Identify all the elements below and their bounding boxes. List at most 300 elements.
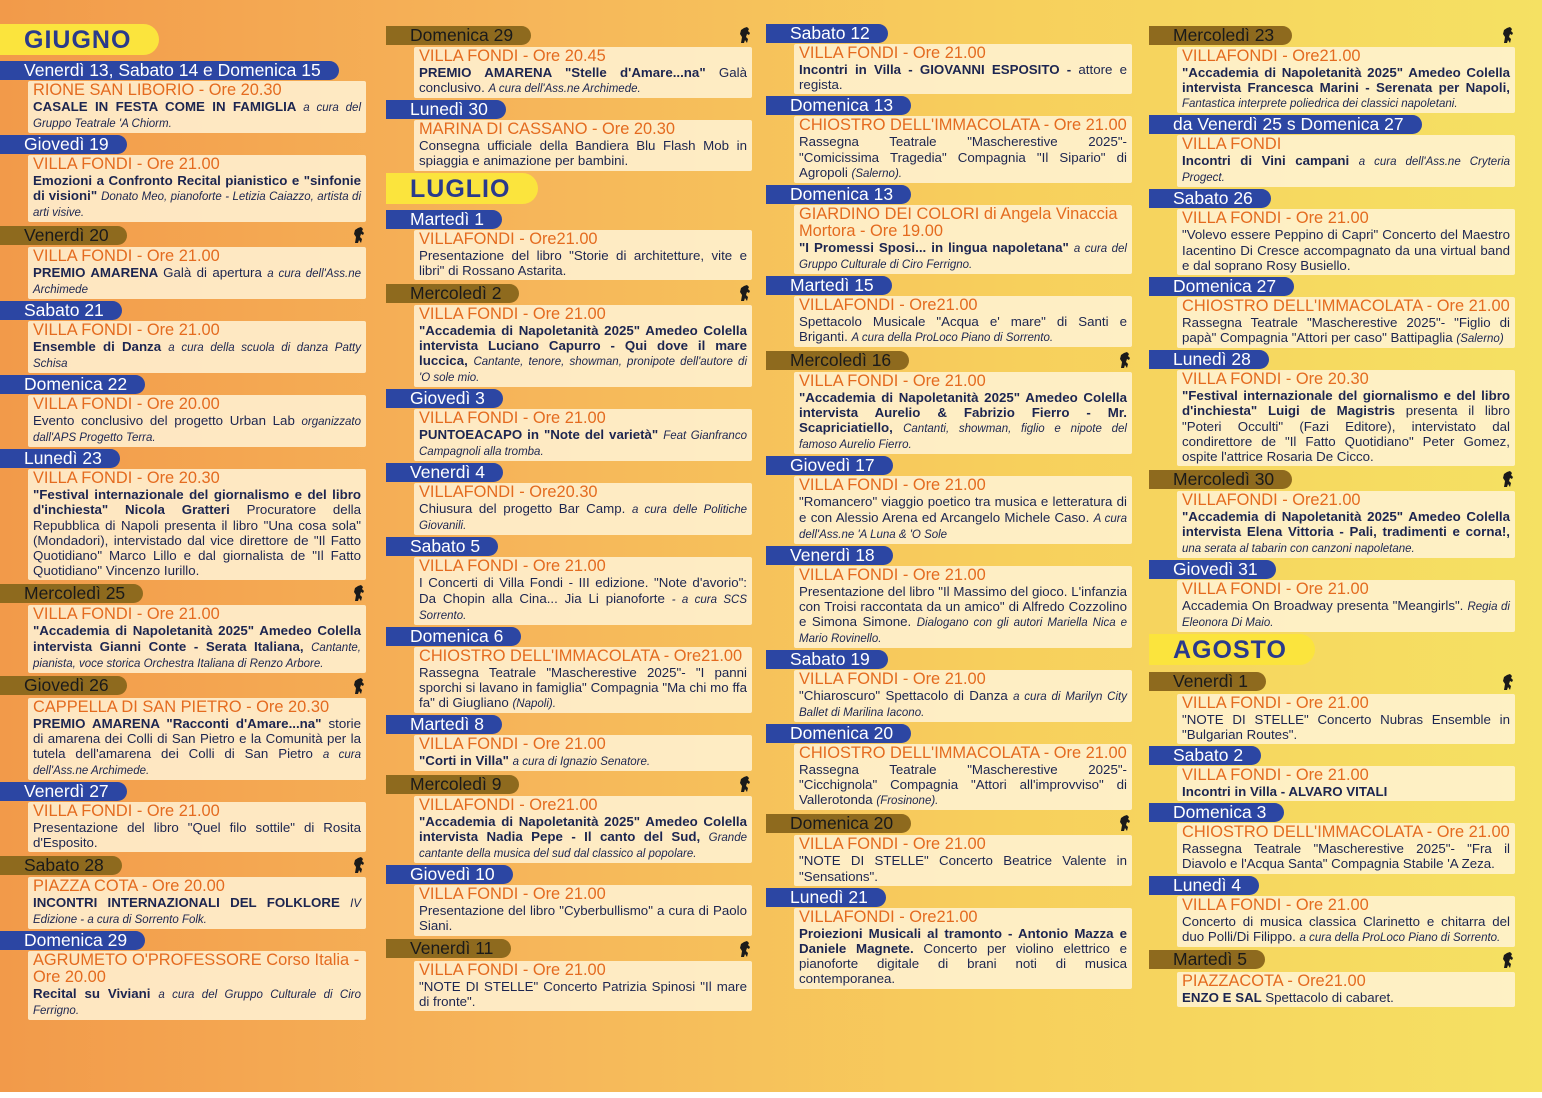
- rampant-horse-icon: [1114, 812, 1136, 834]
- event-description: Spettacolo di cabaret.: [1265, 989, 1394, 1005]
- day-header: [1153, 560, 1531, 579]
- event-note: (Salerno): [1456, 333, 1504, 346]
- event-card: [28, 81, 366, 133]
- day-header: [770, 724, 1148, 743]
- day-header: [390, 463, 768, 482]
- event-body: [799, 314, 1127, 345]
- event-body: [799, 240, 1127, 272]
- event-place: VILLA FONDI - Ore 21.00: [419, 885, 606, 904]
- event-description: Evento conclusivo del progetto Urban Lab: [33, 413, 302, 429]
- event-note: a cura della scuola di danza Patty Schisa: [33, 342, 361, 371]
- event-note: una serata al tabarin con canzoni napoletane.: [1182, 542, 1415, 555]
- day-header: [1153, 115, 1531, 134]
- event-description: "NOTE DI STELLE" Concerto Nubras Ensemble in "Bulgarian Routes".: [1182, 711, 1510, 742]
- event-body: [419, 138, 747, 168]
- event-note: A cura dell'Ass.ne Archimede.: [488, 83, 641, 96]
- event-place: GIARDINO DEI COLORI di Angela Vinaccia Mortora - Ore 19.00: [799, 204, 1118, 240]
- event-body: [1182, 65, 1510, 111]
- event-description: Concerto per violino elettrico e pianoforte digitale di brani noti di musica contemporanea.: [799, 941, 1127, 987]
- event-title: "Festival internazionale del giornalismo e del libro d'inchiesta" Luigi de Magistris: [1182, 388, 1510, 419]
- event-place: VILLAFONDI - Ore21.00: [799, 907, 978, 926]
- day-label: Domenica 29: [386, 26, 531, 45]
- rampant-horse-icon: [734, 24, 756, 46]
- day-label: Venerdì 11: [386, 939, 511, 958]
- event-body: [33, 895, 361, 927]
- event-body: [419, 575, 747, 622]
- event-place: VILLA FONDI - Ore 21.00: [1182, 693, 1369, 712]
- event-body: [33, 413, 361, 445]
- event-place: VILLA FONDI: [1182, 135, 1282, 154]
- event-body: [419, 665, 747, 711]
- day-header: [1153, 671, 1531, 693]
- event-note: Cantante, pianista, voce storica Orchestra Italiana di Renzo Arbore.: [33, 641, 361, 670]
- day-header: [390, 865, 768, 884]
- event-description: "Chiaroscuro" Spettacolo di Danza: [799, 688, 1014, 704]
- day-header: [390, 210, 768, 229]
- day-label: Sabato 21: [0, 301, 122, 320]
- event-body: [33, 173, 361, 220]
- event-body: [33, 716, 361, 778]
- day-header: [390, 715, 768, 734]
- event-description: Presentazione del libro "Cyberbullismo" a cura di Paolo Siani.: [419, 903, 747, 934]
- event-card: [414, 735, 752, 771]
- event-place: VILLA FONDI - Ore 21.00: [799, 565, 986, 584]
- event-card: [1177, 972, 1515, 1007]
- event-place: VILLAFONDI - Ore20.30: [419, 483, 598, 502]
- event-description: Galà conclusivo.: [419, 65, 747, 96]
- event-title: INCONTRI INTERNAZIONALI DEL FOLKLORE: [33, 895, 351, 911]
- event-place: CHIOSTRO DELL'IMMACOLATA - Ore 21.00: [1182, 297, 1510, 316]
- event-place: VILLA FONDI - Ore 21.00: [799, 670, 986, 689]
- event-description: Presentazione del libro "Storie di architetture, vite e libri" di Rossano Astarita.: [419, 247, 747, 278]
- event-note: (Salerno).: [851, 167, 902, 180]
- event-card: [1177, 823, 1515, 873]
- event-card: [28, 802, 366, 852]
- bottom-strip: [0, 1092, 1542, 1098]
- event-note: a cura di Ignazio Senatore.: [512, 756, 651, 769]
- day-header: [390, 938, 768, 960]
- event-note: IV Edizione - a cura di Sorrento Folk.: [33, 898, 361, 927]
- event-place: CHIOSTRO DELL'IMMACOLATA - Ore21.00: [419, 646, 743, 665]
- event-place: VILLA FONDI - Ore 20.30: [33, 469, 220, 488]
- event-body: [799, 134, 1127, 180]
- event-note: a cura dell'Ass.ne Cryteria Progect.: [1182, 156, 1510, 185]
- event-card: [28, 951, 366, 1020]
- day-header: [390, 389, 768, 408]
- event-card: [414, 305, 752, 387]
- event-body: [419, 248, 747, 278]
- day-header: [390, 627, 768, 646]
- event-description: Procuratore della Repubblica di Napoli presenta il libro "Una cosa sola" (Mondadori), intervistado dal vice direttore de "Il Fatto Quotidiano" Marco Lillo e dal giornalista de "Il Fatto Quotidiano" Vincenzo Iurillo.: [33, 502, 362, 579]
- event-title: PREMIO AMARENA: [33, 265, 164, 281]
- event-body: [33, 820, 361, 850]
- event-note: Grande cantante della musica del sud dal classico al popolare.: [419, 832, 747, 861]
- event-title: "Accademia di Napoletanità 2025" Amedeo Colella intervista Gianni Conte - Serata Italiana,: [33, 623, 361, 654]
- event-card: [794, 205, 1132, 274]
- event-place: VILLA FONDI - Ore 20.30: [1182, 370, 1369, 389]
- event-card: [794, 116, 1132, 182]
- event-body: [33, 986, 361, 1018]
- day-label: Sabato 28: [0, 856, 122, 875]
- event-body: [799, 762, 1127, 808]
- event-place: VILLAFONDI - Ore21.00: [419, 229, 598, 248]
- event-place: CHIOSTRO DELL'IMMACOLATA - Ore 21.00: [799, 744, 1127, 763]
- event-title: Ensemble di Danza: [33, 339, 169, 355]
- event-place: VILLA FONDI - Ore 21.00: [33, 155, 220, 173]
- event-card: [1177, 580, 1515, 632]
- event-body: [799, 390, 1127, 452]
- day-label: Domenica 29: [0, 931, 145, 950]
- day-header: [770, 349, 1148, 371]
- day-header: [1153, 949, 1531, 971]
- month-heading: GIUGNO: [0, 24, 159, 55]
- rampant-horse-icon: [348, 224, 370, 246]
- day-header: [1153, 350, 1531, 369]
- event-card: [794, 744, 1132, 810]
- event-place: CHIOSTRO DELL'IMMACOLATA - Ore 21.00: [1182, 823, 1510, 842]
- event-body: [799, 688, 1127, 720]
- rampant-horse-icon: [1497, 468, 1519, 490]
- event-note: a cura dell'Ass.ne Archimede.: [33, 749, 361, 778]
- day-label: Venerdì 4: [386, 463, 503, 482]
- event-note: - a cura SCS Sorrento.: [419, 593, 747, 622]
- event-place: VILLA FONDI - Ore 21.00: [799, 835, 986, 854]
- rampant-horse-icon: [734, 773, 756, 795]
- event-description: presenta il libro "Poteri Occulti" (Fazi Editore), intervistato dal condirettore de "Il Fatto Quotidiano" Peter Gomez, ospite l'attrice Rosaria De Cicco.: [1182, 403, 1511, 465]
- event-title: Incontri di Vini campani: [1182, 153, 1359, 169]
- event-card: [28, 877, 366, 929]
- day-label: Domenica 3: [1149, 803, 1284, 822]
- rampant-horse-icon: [348, 582, 370, 604]
- event-card: [414, 796, 752, 863]
- day-header: [770, 546, 1148, 565]
- event-description: Presentazione del libro "Il Massimo del gioco. L'infanzia con Troisi raccontata da un amico" di Alfredo Cozzolino e Simona Simone.: [799, 583, 1127, 630]
- event-description: Spettacolo Musicale "Acqua e' mare" di Santi e Briganti.: [799, 313, 1127, 345]
- event-body: [1182, 990, 1510, 1005]
- event-title: "Accademia di Napoletanità 2025" Amedeo Colella intervista Elena Vittoria - Pali, tradimenti e corna!,: [1182, 509, 1510, 540]
- event-body: [33, 265, 361, 297]
- event-card: [1177, 370, 1515, 466]
- event-title: PREMIO AMARENA "Stelle d'Amare...na": [419, 65, 719, 80]
- day-label: Giovedì 26: [0, 676, 127, 695]
- event-title: "Festival internazionale del giornalismo e del libro d'inchiesta" Nicola Gratteri: [33, 487, 361, 518]
- event-title: "I Promessi Sposi... in lingua napoletana": [799, 239, 1074, 255]
- event-description: Galà di apertura: [163, 265, 268, 281]
- day-label: Domenica 6: [386, 627, 521, 646]
- event-place: VILLA FONDI - Ore 21.00: [419, 305, 606, 324]
- event-card: [794, 44, 1132, 94]
- day-label: Lunedì 28: [1149, 350, 1269, 369]
- event-title: Recital su Viviani: [33, 986, 159, 1002]
- day-label: Domenica 13: [766, 185, 911, 204]
- event-description: Rassegna Teatrale "Mascherestive 2025"- "Comicissima Tragedia" Compagnia "Il Sipario" di Agropoli: [799, 134, 1127, 180]
- event-body: [419, 501, 747, 533]
- event-description: Rassegna Teatrale "Mascherestive 2025"- "Fra il Diavolo e l'Acqua Santa" Compagnia Stabile 'A Zeza.: [1182, 841, 1510, 872]
- event-place: VILLAFONDI - Ore21.00: [1182, 491, 1361, 510]
- event-note: Cantante, tenore, showman, pronipote dell'autore di 'O sole mio.: [419, 356, 748, 385]
- event-note: Fantastica interprete poliedrica dei classici napoletani.: [1182, 98, 1458, 111]
- day-header: [770, 24, 1148, 43]
- event-place: VILLA FONDI - Ore 21.00: [799, 372, 986, 391]
- event-description: Concerto di musica classica Clarinetto e chitarra del duo Polli/Di Filippo.: [1182, 913, 1510, 944]
- event-description: storie di amarena dei Colli di San Pietro e la Comunità per la tutela dell'amarena dei Colli di San Pietro: [33, 715, 361, 762]
- event-description: Rassegna Teatrale "Mascherestive 2025"- "Figlio di papà" Compagnia "Attori per caso" Battipaglia: [1182, 315, 1510, 346]
- event-place: VILLA FONDI - Ore 20.45: [419, 47, 606, 65]
- day-label: Lunedì 30: [386, 100, 506, 119]
- event-body: [1182, 227, 1510, 273]
- day-header: [1153, 468, 1531, 490]
- day-label: Lunedì 4: [1149, 876, 1259, 895]
- day-label: Lunedì 21: [766, 888, 886, 907]
- event-title: PUNTOEACAPO in "Note del varietà": [419, 427, 664, 443]
- day-label: Mercoledì 2: [386, 284, 519, 303]
- event-description: "NOTE DI STELLE" Concerto Patrizia Spinosi "Il mare di fronte".: [419, 978, 747, 1009]
- event-note: (Napoli).: [512, 698, 556, 711]
- event-body: [419, 979, 747, 1009]
- event-card: [794, 566, 1132, 648]
- event-place: VILLA FONDI - Ore 21.00: [1182, 579, 1369, 598]
- day-label: Domenica 20: [766, 814, 911, 833]
- event-place: VILLA FONDI - Ore 21.00: [33, 802, 220, 821]
- day-header: [4, 224, 382, 246]
- rampant-horse-icon: [734, 282, 756, 304]
- event-title: Emozioni a Confronto Recital pianistico e "sinfonie di visioni": [33, 173, 361, 204]
- day-label: Mercoledì 25: [0, 584, 143, 603]
- day-label: Martedì 5: [1149, 950, 1265, 969]
- day-label: Domenica 13: [766, 96, 911, 115]
- event-note: (Frosinone).: [876, 795, 939, 808]
- event-card: [794, 670, 1132, 722]
- event-body: [1182, 712, 1510, 742]
- event-title: "Accademia di Napoletanità 2025" Amedeo Colella intervista Nadia Pepe - Il canto del Sud,: [419, 814, 747, 845]
- rampant-horse-icon: [1497, 671, 1519, 693]
- day-label: Giovedì 17: [766, 456, 893, 475]
- event-body: [1182, 914, 1510, 945]
- event-place: VILLA FONDI - Ore 21.00: [419, 960, 606, 979]
- day-header: [4, 854, 382, 876]
- column-2: [390, 22, 768, 1011]
- day-label: Martedì 15: [766, 276, 892, 295]
- day-header: [4, 301, 382, 320]
- event-card: [1177, 766, 1515, 801]
- event-body: [1182, 315, 1510, 346]
- day-header: [770, 456, 1148, 475]
- day-label: Giovedì 10: [386, 865, 513, 884]
- day-header: [390, 537, 768, 556]
- event-note: a cura di Marilyn City Ballet di Marilina Iacono.: [799, 691, 1127, 720]
- event-note: a cura del Gruppo Culturale di Ciro Ferrigno.: [799, 242, 1127, 271]
- day-header: [1153, 746, 1531, 765]
- event-description: Chiusura del progetto Bar Camp.: [419, 501, 632, 517]
- day-label: Sabato 26: [1149, 189, 1271, 208]
- event-body: [799, 62, 1127, 92]
- event-body: [33, 99, 361, 131]
- event-body: [419, 65, 747, 96]
- day-header: [770, 650, 1148, 669]
- event-body: [419, 323, 747, 385]
- event-description: Presentazione del libro "Quel filo sottile" di Rosita d'Esposito.: [33, 820, 361, 851]
- event-description: I Concerti di Villa Fondi - III edizione. "Note d'avorio": Da Chopin alla Cina... Jia Li pianoforte: [419, 575, 747, 606]
- event-body: [1182, 784, 1510, 799]
- day-label: Mercoledì 30: [1149, 470, 1292, 489]
- event-body: [419, 814, 747, 861]
- day-header: [390, 773, 768, 795]
- event-body: [1182, 841, 1510, 871]
- event-card: [1177, 491, 1515, 557]
- event-card: [414, 557, 752, 624]
- event-place: VILLA FONDI - Ore 21.00: [419, 735, 606, 754]
- day-label: Giovedì 19: [0, 135, 127, 154]
- event-description: "Volevo essere Peppino di Capri" Concerto del Maestro Iacentino Di Cresce accompagnato da una virtual band e dal soprano Rosy Busiello.: [1182, 227, 1510, 273]
- event-description: Accademia On Broadway presenta "Meangirls".: [1182, 597, 1468, 613]
- rampant-horse-icon: [348, 854, 370, 876]
- event-card: [28, 395, 366, 447]
- day-header: [4, 135, 382, 154]
- event-card: [28, 247, 366, 299]
- event-title: "Corti in Villa": [419, 753, 513, 769]
- event-place: VILLA FONDI - Ore 21.00: [1182, 895, 1369, 914]
- event-body: [1182, 153, 1510, 185]
- event-body: [419, 753, 747, 769]
- day-header: [390, 24, 768, 46]
- event-description: "NOTE DI STELLE" Concerto Beatrice Valente in "Sensations".: [799, 853, 1127, 884]
- event-note: a cura del Gruppo Culturale di Ciro Ferrigno.: [33, 989, 361, 1018]
- day-label: Domenica 20: [766, 724, 911, 743]
- event-card: [414, 885, 752, 935]
- event-card: [28, 155, 366, 222]
- event-card: [414, 409, 752, 461]
- day-header: [770, 96, 1148, 115]
- event-card: [414, 961, 752, 1011]
- event-card: [794, 372, 1132, 454]
- event-description: Rassegna Teatrale "Mascherestive 2025"- "I panni sporchi si lavano in famiglia" Compagnia "Ma chi mo ffa fa" di Giugliano: [419, 664, 747, 711]
- day-header: [1153, 24, 1531, 46]
- event-note: Feat Gianfranco Campagnoli alla tromba.: [419, 430, 747, 459]
- event-body: [799, 584, 1127, 646]
- event-title: CASALE IN FESTA COME IN FAMIGLIA: [33, 99, 304, 114]
- event-note: a cura delle Politiche Giovanili.: [419, 504, 747, 533]
- event-card: [414, 47, 752, 98]
- event-note: a cura della ProLoco Piano di Sorrento.: [1299, 931, 1501, 944]
- event-body: [33, 487, 361, 578]
- day-header: [1153, 803, 1531, 822]
- rampant-horse-icon: [1497, 24, 1519, 46]
- event-place: VILLA FONDI - Ore 21.00: [33, 605, 220, 624]
- day-label: Mercoledì 9: [386, 775, 519, 794]
- event-note: Dialogano con gli autori Mariella Nica e Mario Rovinello.: [799, 617, 1127, 646]
- day-header: [1153, 876, 1531, 895]
- event-title: "Accademia di Napoletanità 2025" Amedeo Colella intervista Francesca Marini - Serenata per Napoli,: [1182, 65, 1510, 96]
- event-body: [419, 903, 747, 933]
- event-title: "Accademia di Napoletanità 2025" Amedeo Colella intervista Aurelio & Fabrizio Fierro - Mr. Scapriciatiello,: [799, 390, 1127, 436]
- event-title: "Accademia di Napoletanità 2025" Amedeo Colella intervista Luciano Capurro - Qui dove il mare luccica,: [419, 323, 747, 369]
- event-card: [414, 230, 752, 280]
- day-header: [390, 100, 768, 119]
- event-description: "Romancero" viaggio poetico tra musica e letteratura di e con Alessio Arena ed Arcangelo Michele Caso.: [799, 494, 1127, 525]
- event-description: Rassegna Teatrale "Mascherestive 2025"- "Cicchignola" Compagnia "Attori all'improvviso" di Vallerotonda: [799, 762, 1127, 808]
- event-card: [1177, 297, 1515, 348]
- event-body: [33, 623, 361, 670]
- day-header: [390, 282, 768, 304]
- event-place: RIONE SAN LIBORIO - Ore 20.30: [33, 81, 282, 99]
- day-label: Sabato 12: [766, 24, 888, 43]
- day-label: Sabato 2: [1149, 746, 1261, 765]
- event-card: [414, 120, 752, 170]
- event-place: MARINA DI CASSANO - Ore 20.30: [419, 120, 675, 139]
- day-header: [770, 185, 1148, 204]
- day-header: [770, 888, 1148, 907]
- event-place: VILLA FONDI - Ore 21.00: [799, 44, 986, 62]
- event-note: a cura dell'Ass.ne Archimede: [33, 268, 361, 297]
- day-label: Sabato 5: [386, 537, 498, 556]
- event-note: a cura del Gruppo Teatrale 'A Chiorm.: [33, 102, 361, 130]
- day-header: [770, 812, 1148, 834]
- day-label: Venerdì 18: [766, 546, 893, 565]
- event-body: [419, 427, 747, 459]
- event-body: [1182, 598, 1510, 630]
- event-title: Proiezioni Musicali al tramonto - Antonio Mazza e Daniele Magnete.: [799, 925, 1127, 957]
- day-label: Venerdì 27: [0, 782, 127, 801]
- event-place: VILLA FONDI - Ore 21.00: [419, 409, 606, 428]
- day-header: [4, 449, 382, 468]
- event-card: [414, 647, 752, 713]
- event-note: organizzato dall'APS Progetto Terra.: [33, 416, 361, 445]
- event-body: [799, 853, 1127, 883]
- event-card: [1177, 209, 1515, 275]
- event-body: [1182, 388, 1510, 464]
- event-title: Incontri in Villa - ALVARO VITALI: [1182, 784, 1388, 800]
- event-card: [28, 469, 366, 580]
- day-header: [4, 582, 382, 604]
- day-header: [4, 61, 382, 80]
- rampant-horse-icon: [348, 675, 370, 697]
- event-title: Incontri in Villa - GIOVANNI ESPOSITO -: [799, 62, 1079, 77]
- event-card: [794, 908, 1132, 989]
- event-place: VILLA FONDI - Ore 21.00: [799, 476, 986, 495]
- day-label: Sabato 19: [766, 650, 888, 669]
- day-label: Domenica 27: [1149, 277, 1294, 296]
- column-4: [1153, 22, 1531, 1007]
- month-heading: LUGLIO: [386, 173, 538, 204]
- event-body: [799, 494, 1127, 541]
- event-note: Donato Meo, pianoforte - Letizia Caiazzo, artista di arti visive.: [33, 191, 361, 220]
- month-heading: AGOSTO: [1149, 634, 1315, 665]
- day-label: Venerdì 13, Sabato 14 e Domenica 15: [0, 61, 339, 80]
- event-card: [414, 483, 752, 535]
- event-title: PREMIO AMARENA "Racconti d'Amare...na": [33, 715, 329, 731]
- day-header: [770, 276, 1148, 295]
- event-note: A cura della ProLoco Piano di Sorrento.: [851, 332, 1054, 345]
- event-card: [1177, 694, 1515, 744]
- day-header: [4, 931, 382, 950]
- event-card: [28, 605, 366, 672]
- event-place: VILLAFONDI - Ore21.00: [419, 796, 598, 815]
- event-place: VILLAFONDI - Ore21.00: [799, 295, 978, 314]
- rampant-horse-icon: [734, 938, 756, 960]
- event-body: [1182, 509, 1510, 555]
- day-label: Mercoledì 23: [1149, 26, 1292, 45]
- event-card: [1177, 896, 1515, 947]
- event-description: attore e regista.: [799, 62, 1127, 93]
- event-title: ENZO E SAL: [1182, 989, 1266, 1005]
- day-header: [4, 782, 382, 801]
- event-place: PIAZZACOTA - Ore21.00: [1182, 971, 1366, 990]
- day-label: Giovedì 31: [1149, 560, 1276, 579]
- event-body: [33, 339, 361, 371]
- event-place: VILLA FONDI - Ore 21.00: [419, 557, 606, 576]
- event-place: VILLA FONDI - Ore 21.00: [33, 321, 220, 340]
- day-label: Venerdì 1: [1149, 672, 1266, 691]
